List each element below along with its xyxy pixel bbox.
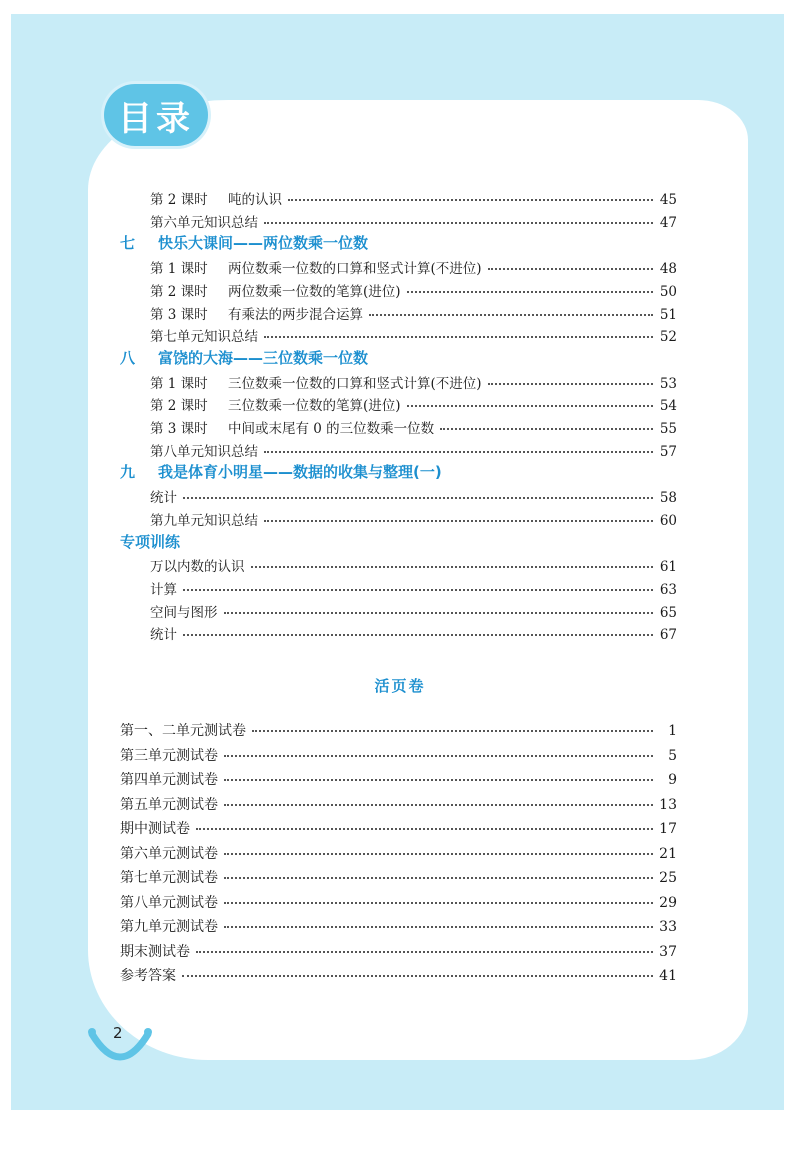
leader-dots: [196, 827, 653, 830]
toc-entry[interactable]: [120, 916, 677, 936]
leader-dots: [224, 925, 653, 928]
leader-dots: [224, 803, 653, 806]
toc-entry[interactable]: [120, 843, 677, 863]
entry-page: 45: [659, 192, 677, 208]
entry-page: 63: [659, 581, 677, 598]
toc-entry[interactable]: [150, 623, 677, 643]
entry-page: 58: [659, 490, 677, 507]
entry-page: 54: [659, 398, 677, 415]
chapter-heading[interactable]: [120, 232, 368, 253]
lesson-label: 第 1 课时: [150, 261, 208, 278]
toc-entry[interactable]: [150, 257, 677, 277]
toc-entry[interactable]: [150, 325, 677, 345]
entry-title: 第六单元知识总结: [150, 214, 258, 231]
leader-dots: [488, 382, 653, 385]
entry-page: 41: [659, 968, 677, 984]
leader-dots: [369, 313, 653, 316]
entry-page: 1: [668, 723, 677, 739]
toc-entry[interactable]: [150, 280, 677, 300]
entry-title: 统计: [150, 490, 177, 507]
entry-title: 第一、二单元测试卷: [120, 723, 246, 739]
chapter-title: 专项训练: [120, 532, 181, 551]
entry-title: 第七单元知识总结: [150, 329, 258, 346]
toc-entry[interactable]: [120, 745, 677, 765]
toc-entry[interactable]: [120, 794, 677, 814]
entry-title: 第四单元测试卷: [120, 772, 218, 788]
toc-entry[interactable]: [150, 509, 677, 529]
entry-title: 中间或末尾有 0 的三位数乘一位数: [228, 421, 435, 437]
toc-entry[interactable]: [120, 965, 677, 985]
entry-page: 52: [659, 329, 677, 346]
entry-title: 两位数乘一位数的口算和竖式计算(不进位): [228, 261, 482, 278]
leader-dots: [224, 611, 654, 614]
toc-entry[interactable]: [120, 892, 677, 912]
chapter-heading[interactable]: [120, 461, 442, 482]
chapter-title: 我是体育小明星——数据的收集与整理(一): [158, 463, 442, 482]
lesson-label: 第 3 课时: [150, 306, 208, 323]
entry-title: 第八单元测试卷: [120, 894, 218, 911]
entry-page: 33: [659, 919, 677, 935]
chapter-title: 富饶的大海——三位数乘一位数: [158, 348, 369, 367]
entry-page: 55: [659, 421, 677, 437]
entry-page: 37: [659, 943, 677, 960]
entry-page: 17: [659, 821, 677, 837]
toc-entry[interactable]: [120, 818, 677, 838]
toc-entry[interactable]: [150, 578, 677, 598]
entry-title: 三位数乘一位数的口算和竖式计算(不进位): [228, 375, 482, 392]
toc-entry[interactable]: [150, 188, 677, 208]
leader-dots: [183, 633, 653, 636]
leader-dots: [224, 901, 653, 904]
chapter-heading[interactable]: [120, 347, 368, 368]
page-number: 2: [113, 1024, 123, 1042]
entry-title: 期中测试卷: [120, 821, 190, 837]
entry-page: 9: [668, 772, 677, 788]
loose-section-title: 活页卷: [374, 677, 426, 695]
leader-dots: [182, 974, 653, 977]
toc-entry[interactable]: [150, 417, 677, 437]
entry-page: 67: [659, 627, 677, 644]
chapter-number: 九: [120, 463, 136, 482]
toc-entry[interactable]: [120, 941, 677, 961]
entry-title: 空间与图形: [150, 604, 218, 621]
entry-page: 51: [659, 306, 677, 323]
toc-entry[interactable]: [150, 601, 677, 621]
lesson-label: 第 1 课时: [150, 375, 208, 392]
leader-dots: [224, 876, 653, 879]
leader-dots: [224, 852, 653, 855]
entry-title: 吨的认识: [228, 192, 282, 208]
entry-title: 第五单元测试卷: [120, 796, 218, 813]
toc-entry[interactable]: [150, 440, 677, 460]
entry-title: 第九单元知识总结: [150, 512, 258, 529]
entry-page: 5: [668, 747, 677, 764]
entry-page: 13: [659, 796, 677, 813]
toc-entry[interactable]: [150, 486, 677, 506]
entry-page: 60: [659, 512, 677, 529]
lesson-label: 第 2 课时: [150, 398, 208, 415]
entry-page: 57: [659, 443, 677, 460]
chapter-heading[interactable]: [120, 531, 180, 552]
entry-page: 53: [659, 375, 677, 392]
toc-entry[interactable]: [150, 372, 677, 392]
leader-dots: [196, 950, 653, 953]
entry-title: 计算: [150, 581, 177, 598]
leader-dots: [183, 496, 653, 499]
leader-dots: [251, 565, 654, 568]
leader-dots: [264, 519, 653, 522]
entry-page: 21: [659, 845, 677, 862]
entry-title: 第六单元测试卷: [120, 845, 218, 862]
entry-page: 50: [659, 283, 677, 300]
entry-title: 两位数乘一位数的笔算(进位): [228, 283, 401, 300]
leader-dots: [288, 198, 653, 201]
entry-title: 第九单元测试卷: [120, 919, 218, 935]
entry-page: 25: [659, 870, 677, 886]
entry-page: 61: [659, 559, 677, 576]
leader-dots: [264, 221, 653, 224]
lesson-label: 第 2 课时: [150, 192, 208, 208]
toc-entry[interactable]: [120, 867, 677, 887]
chapter-title: 快乐大课间——两位数乘一位数: [158, 234, 369, 253]
toc-entry[interactable]: [150, 211, 677, 231]
entry-title: 第七单元测试卷: [120, 870, 218, 886]
toc-entry[interactable]: [150, 394, 677, 414]
entry-page: 65: [659, 604, 677, 621]
leader-dots: [264, 450, 653, 453]
entry-title: 第八单元知识总结: [150, 443, 258, 460]
toc-entry[interactable]: [150, 303, 677, 323]
chapter-number: 七: [120, 234, 136, 253]
entry-title: 有乘法的两步混合运算: [228, 306, 363, 323]
lesson-label: 第 2 课时: [150, 283, 208, 300]
leader-dots: [183, 588, 653, 591]
leader-dots: [224, 754, 653, 757]
leader-dots: [440, 427, 653, 430]
entry-page: 47: [659, 214, 677, 231]
entry-page: 29: [659, 894, 677, 911]
page-title: 目录: [104, 84, 208, 146]
entry-title: 万以内数的认识: [150, 559, 245, 576]
entry-title: 期末测试卷: [120, 943, 190, 960]
leader-dots: [407, 404, 653, 407]
chapter-number: 八: [120, 348, 136, 367]
entry-title: 参考答案: [120, 968, 176, 984]
toc-entry[interactable]: [120, 720, 677, 740]
entry-title: 第三单元测试卷: [120, 747, 218, 764]
entry-title: 统计: [150, 627, 177, 644]
toc-entry[interactable]: [150, 555, 677, 575]
leader-dots: [488, 267, 653, 270]
lesson-label: 第 3 课时: [150, 421, 208, 437]
leader-dots: [252, 729, 653, 732]
entry-title: 三位数乘一位数的笔算(进位): [228, 398, 401, 415]
leader-dots: [224, 778, 653, 781]
leader-dots: [264, 335, 653, 338]
entry-page: 48: [659, 261, 677, 278]
leader-dots: [407, 290, 653, 293]
toc-entry[interactable]: [120, 769, 677, 789]
